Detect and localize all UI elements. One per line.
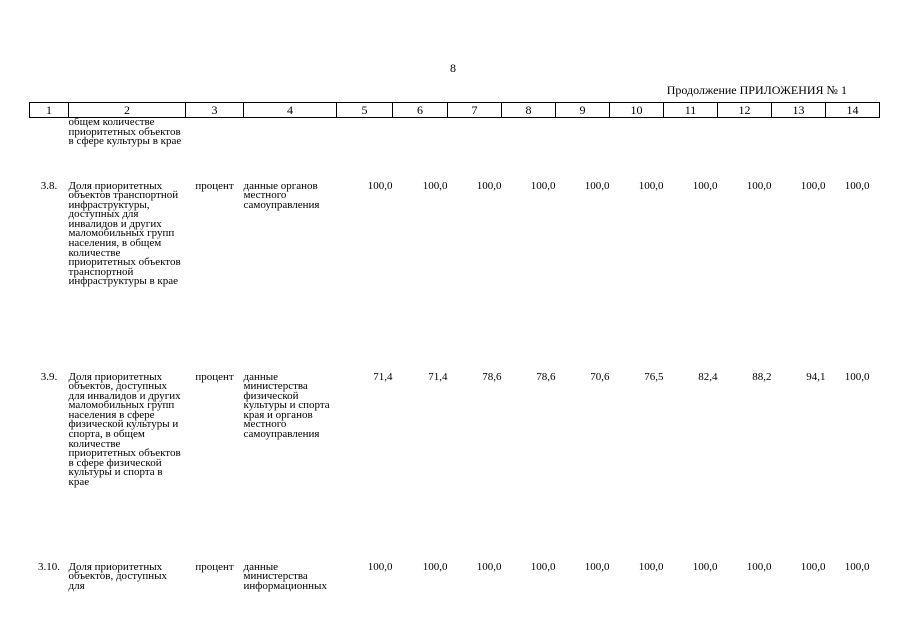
column-header: 14 (826, 103, 880, 118)
row-number: 3.8. (40, 179, 58, 192)
column-header: 10 (610, 103, 664, 118)
column-header: 4 (244, 103, 337, 118)
unit-cell: процент (195, 179, 234, 192)
indicator-name: общем количестве приоритетных объектов в сфере культуры в крае (68, 116, 182, 148)
table-row (30, 373, 880, 563)
value-cell: 100,0 (476, 179, 502, 192)
column-header: 13 (772, 103, 826, 118)
value-cell: 82,4 (698, 370, 718, 383)
value-cell: 100,0 (844, 560, 870, 573)
value-cell: 100,0 (844, 370, 870, 383)
source-cell: данные министерства физической культуры и спорта края и органов местного самоуправления (243, 370, 330, 441)
value-cell: 76,5 (644, 370, 664, 383)
value-cell: 78,6 (482, 370, 502, 383)
continuation-heading: Продолжение ПРИЛОЖЕНИЯ № 1 (666, 83, 847, 97)
value-cell: 71,4 (373, 370, 393, 383)
value-cell: 100,0 (692, 560, 718, 573)
table-row-fragment (30, 118, 880, 182)
column-header: 5 (337, 103, 393, 118)
column-header: 8 (502, 103, 556, 118)
column-header: 7 (448, 103, 502, 118)
column-header: 1 (30, 103, 69, 118)
page-number: 8 (450, 61, 456, 75)
value-cell: 100,0 (584, 179, 610, 192)
column-header: 6 (393, 103, 448, 118)
value-cell: 100,0 (800, 179, 826, 192)
value-cell: 100,0 (367, 560, 393, 573)
unit-cell: процент (195, 560, 234, 573)
column-header: 2 (69, 103, 186, 118)
value-cell: 100,0 (692, 179, 718, 192)
value-cell: 100,0 (746, 179, 772, 192)
table-row (30, 563, 880, 623)
indicator-name: Доля приоритетных объектов транспортной инфраструктуры, доступных для инвалидов и других маломобильных групп населения, в общем количестве приоритетных объектов транспортной инфраструктуры в крае (68, 179, 181, 288)
value-cell: 100,0 (638, 560, 664, 573)
column-header: 3 (186, 103, 244, 118)
value-cell: 100,0 (844, 179, 870, 192)
value-cell: 100,0 (367, 179, 393, 192)
value-cell: 100,0 (476, 560, 502, 573)
value-cell: 94,1 (806, 370, 826, 383)
row-number: 3.10. (38, 560, 60, 573)
indicator-name: Доля приоритетных объектов, доступных для инвалидов и других маломобильных групп населения в сфере физической культуры и спорта, в общем количестве приоритетных объектов в сфере физической культуры и спорта в крае (68, 370, 181, 489)
header-row (30, 103, 880, 118)
value-cell: 100,0 (530, 179, 556, 192)
value-cell: 88,2 (752, 370, 772, 383)
value-cell: 100,0 (800, 560, 826, 573)
source-cell: данные министерства информационных (243, 560, 327, 592)
column-header: 12 (718, 103, 772, 118)
column-header: 9 (556, 103, 610, 118)
value-cell: 100,0 (422, 560, 448, 573)
table-row (30, 182, 880, 373)
row-number: 3.9. (40, 370, 58, 383)
value-cell: 100,0 (584, 560, 610, 573)
value-cell: 71,4 (428, 370, 448, 383)
value-cell: 100,0 (422, 179, 448, 192)
value-cell: 70,6 (590, 370, 610, 383)
value-cell: 78,6 (536, 370, 556, 383)
indicator-name: Доля приоритетных объектов, доступных для (68, 560, 168, 592)
source-cell: данные органов местного самоуправления (243, 179, 320, 211)
unit-cell: процент (195, 370, 234, 383)
value-cell: 100,0 (638, 179, 664, 192)
annex-table (29, 102, 880, 623)
value-cell: 100,0 (746, 560, 772, 573)
column-header: 11 (664, 103, 718, 118)
value-cell: 100,0 (530, 560, 556, 573)
